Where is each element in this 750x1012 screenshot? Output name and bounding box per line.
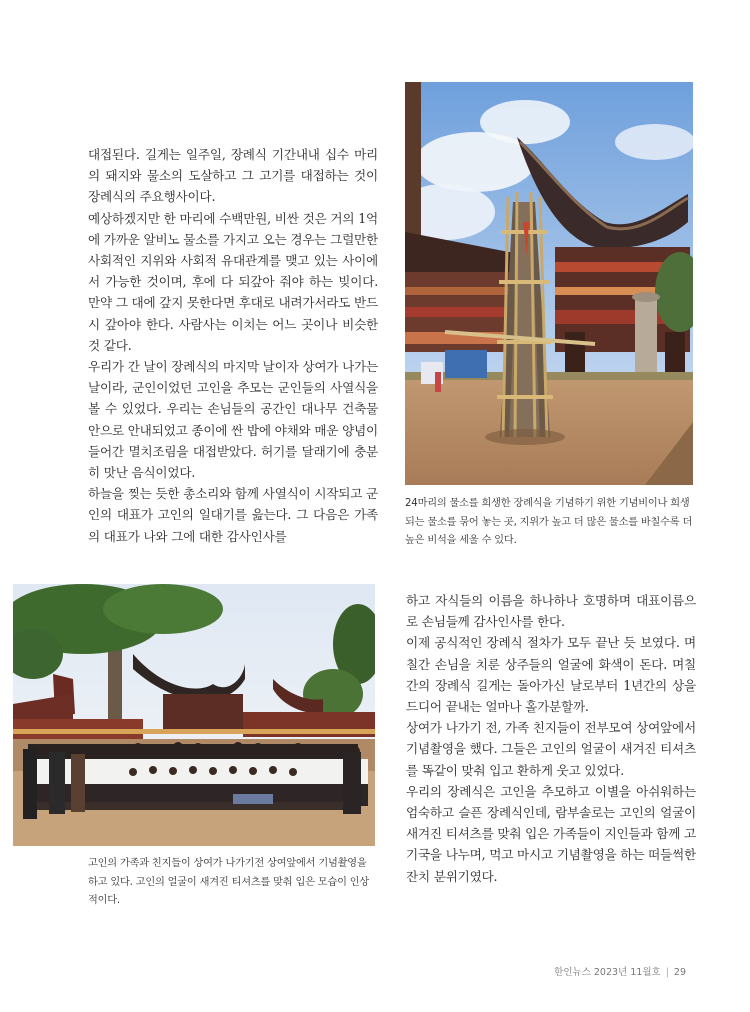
article-paragraph: 예상하겠지만 한 마리에 수백만원, 비싼 것은 거의 1억에 가까운 알비노 물소를 가지고 오는 경우는 그럴만한 사회적인 지위와 사회적 유대관계를 맺고 있는 사이에서 가능한 것이며, 후에 다 되갚아 줘야 하는 빚이다. 만약 그 대에 갚지 못한다면 후대로 내려가서라도 반드시 갚아야 한다. 사람사는 이치는 어느 곳이나 비슷한 것 같다.	[88, 210, 378, 353]
footer-separator: |	[665, 967, 669, 978]
article-column-left	[88, 144, 378, 547]
family-group-photo	[13, 584, 375, 846]
publication-title: 한인뉴스 2023년 11월호	[554, 967, 661, 978]
article-paragraph: 이제 공식적인 장례식 절차가 모두 끝난 듯 보였다. 며칠간 손님을 치룬 상주들의 얼굴에 화색이 돈다. 며칠 간의 장례식 길게는 돌아가신 날로부터 1년간의 상을 드디어 끝내는 얼마나 홀가분할까.	[406, 635, 696, 715]
article-paragraph: 우리의 장례식은 고인을 추모하고 이별을 아쉬워하는 엄숙하고 슬픈 장례식인데, 람부솔로는 고인의 얼굴이 새겨진 티셔츠를 맞춰 입은 가족들이 지인들과 함께 고기국을 나누며, 먹고 마시고 기념촬영을 하는 떠들썩한 잔치 분위기였다.	[406, 783, 696, 884]
article-paragraph: 대접된다. 길게는 일주일, 장례식 기간내내 십수 마리의 돼지와 물소의 도살하고 그 고기를 대접하는 것이 장례식의 주요행사이다.	[88, 147, 378, 205]
article-paragraph: 하늘을 찢는 듯한 총소리와 함께 사열식이 시작되고 군인의 대표가 고인의 일대기를 읊는다. 그 다음은 가족의 대표가 나와 그에 대한 감사인사를	[88, 486, 378, 544]
page-number: 29	[673, 967, 686, 978]
photo-caption: 고인의 가족과 친지들이 상여가 나가기전 상여앞에서 기념촬영을 하고 있다. 고인의 얼굴이 새겨진 티셔츠를 맞춰 입은 모습이 인상적이다.	[88, 858, 370, 906]
photo-caption: 24마리의 물소를 희생한 장례식을 기념하기 위한 기념비이나 희생되는 물소를 묶어 놓는 곳, 지위가 높고 더 많은 물소를 바칠수록 더 높은 비석을 세울 수 있다.	[405, 498, 693, 546]
page-footer	[554, 964, 686, 978]
tongkonan-monument-image	[405, 82, 693, 485]
crowd	[23, 742, 368, 819]
article-paragraph: 상여가 나가기 전, 가족 친지들이 전부모여 상여앞에서 기념촬영을 했다. 그들은 고인의 얼굴이 새겨진 티셔츠를 똑같이 맞춰 입고 환하게 웃고 있었다.	[406, 720, 696, 778]
article-column-right	[406, 590, 696, 887]
article-paragraph: 하고 자식들의 이름을 하나하나 호명하며 대표이름으로 손님들께 감사인사를 한다.	[406, 593, 696, 630]
family-group-image	[13, 584, 375, 846]
monument-photo	[405, 82, 693, 485]
article-paragraph: 우리가 간 날이 장례식의 마지막 날이자 상여가 나가는 날이라, 군인이었던 고인을 추모는 군인들의 사열식을 볼 수 있었다. 우리는 손님들의 공간인 대나무 건축물안으로 안내되었고 종이에 싼 밥에 야채와 매운 양념이 들어간 멸치조림을 대접받았다. 허기를 달래기에 충분히 맛난 음식이었다.	[88, 359, 378, 481]
